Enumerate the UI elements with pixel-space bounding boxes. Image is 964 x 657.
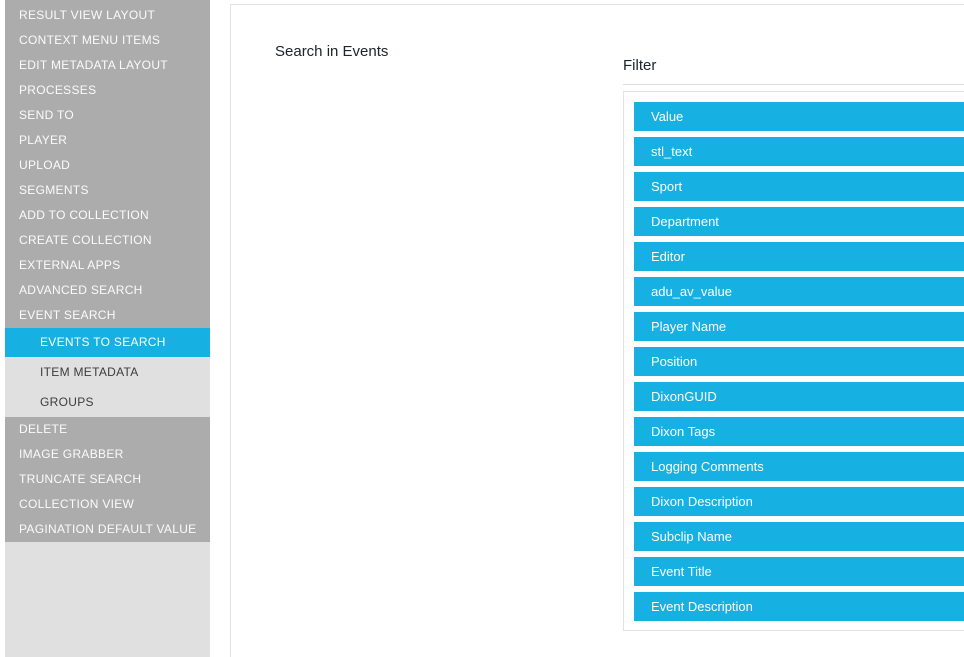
sidebar-item[interactable]: DELETE: [5, 417, 210, 442]
sidebar-item[interactable]: PLAYER: [5, 128, 210, 153]
page-title: Search in Events: [275, 43, 389, 60]
sidebar-item[interactable]: EDIT METADATA LAYOUT: [5, 53, 210, 78]
sidebar-item[interactable]: ADD TO COLLECTION: [5, 203, 210, 228]
sidebar-item[interactable]: COLLECTION VIEW: [5, 492, 210, 517]
content-panel: [230, 4, 964, 657]
sidebar-item[interactable]: IMAGE GRABBER: [5, 442, 210, 467]
filter-option-button[interactable]: Department: [634, 207, 964, 236]
filter-divider: [623, 84, 964, 85]
filter-option-button[interactable]: Event Title: [634, 557, 964, 586]
filter-option-button[interactable]: Sport: [634, 172, 964, 201]
sidebar-item[interactable]: SEGMENTS: [5, 178, 210, 203]
sidebar-menu-top: [5, 0, 210, 328]
sidebar-item[interactable]: CREATE COLLECTION: [5, 228, 210, 253]
filter-option-button[interactable]: Editor: [634, 242, 964, 271]
filter-option-button[interactable]: stl_text: [634, 137, 964, 166]
sidebar-menu-subitems: [5, 357, 210, 417]
filter-option-button[interactable]: Position: [634, 347, 964, 376]
sidebar-item[interactable]: EXTERNAL APPS: [5, 253, 210, 278]
sidebar-item[interactable]: EVENT SEARCH: [5, 303, 210, 328]
filter-option-button[interactable]: adu_av_value: [634, 277, 964, 306]
filter-option-button[interactable]: Player Name: [634, 312, 964, 341]
filter-option-button[interactable]: DixonGUID: [634, 382, 964, 411]
sidebar-item[interactable]: ADVANCED SEARCH: [5, 278, 210, 303]
filter-option-button[interactable]: Dixon Tags: [634, 417, 964, 446]
sidebar-item[interactable]: UPLOAD: [5, 153, 210, 178]
filter-option-button[interactable]: Dixon Description: [634, 487, 964, 516]
sidebar-item[interactable]: PAGINATION DEFAULT VALUE: [5, 517, 210, 542]
filter-option-button[interactable]: Event Description: [634, 592, 964, 621]
sidebar-item[interactable]: PROCESSES: [5, 78, 210, 103]
sidebar-item[interactable]: SEND TO: [5, 103, 210, 128]
sidebar-subitem[interactable]: ITEM METADATA: [5, 357, 210, 387]
sidebar-subitem[interactable]: GROUPS: [5, 387, 210, 417]
sidebar-item-events-to-search[interactable]: EVENTS TO SEARCH: [5, 328, 210, 357]
filter-option-button[interactable]: Subclip Name: [634, 522, 964, 551]
sidebar-item[interactable]: CONTEXT MENU ITEMS: [5, 28, 210, 53]
sidebar-menu-bottom: [5, 417, 210, 542]
sidebar-item[interactable]: TRUNCATE SEARCH: [5, 467, 210, 492]
filter-option-button[interactable]: Logging Comments: [634, 452, 964, 481]
filter-label: Filter: [623, 57, 657, 74]
sidebar-item[interactable]: RESULT VIEW LAYOUT: [5, 3, 210, 28]
settings-sidebar: [5, 0, 210, 657]
filter-options-box: [623, 91, 964, 631]
filter-option-button[interactable]: Value: [634, 102, 964, 131]
